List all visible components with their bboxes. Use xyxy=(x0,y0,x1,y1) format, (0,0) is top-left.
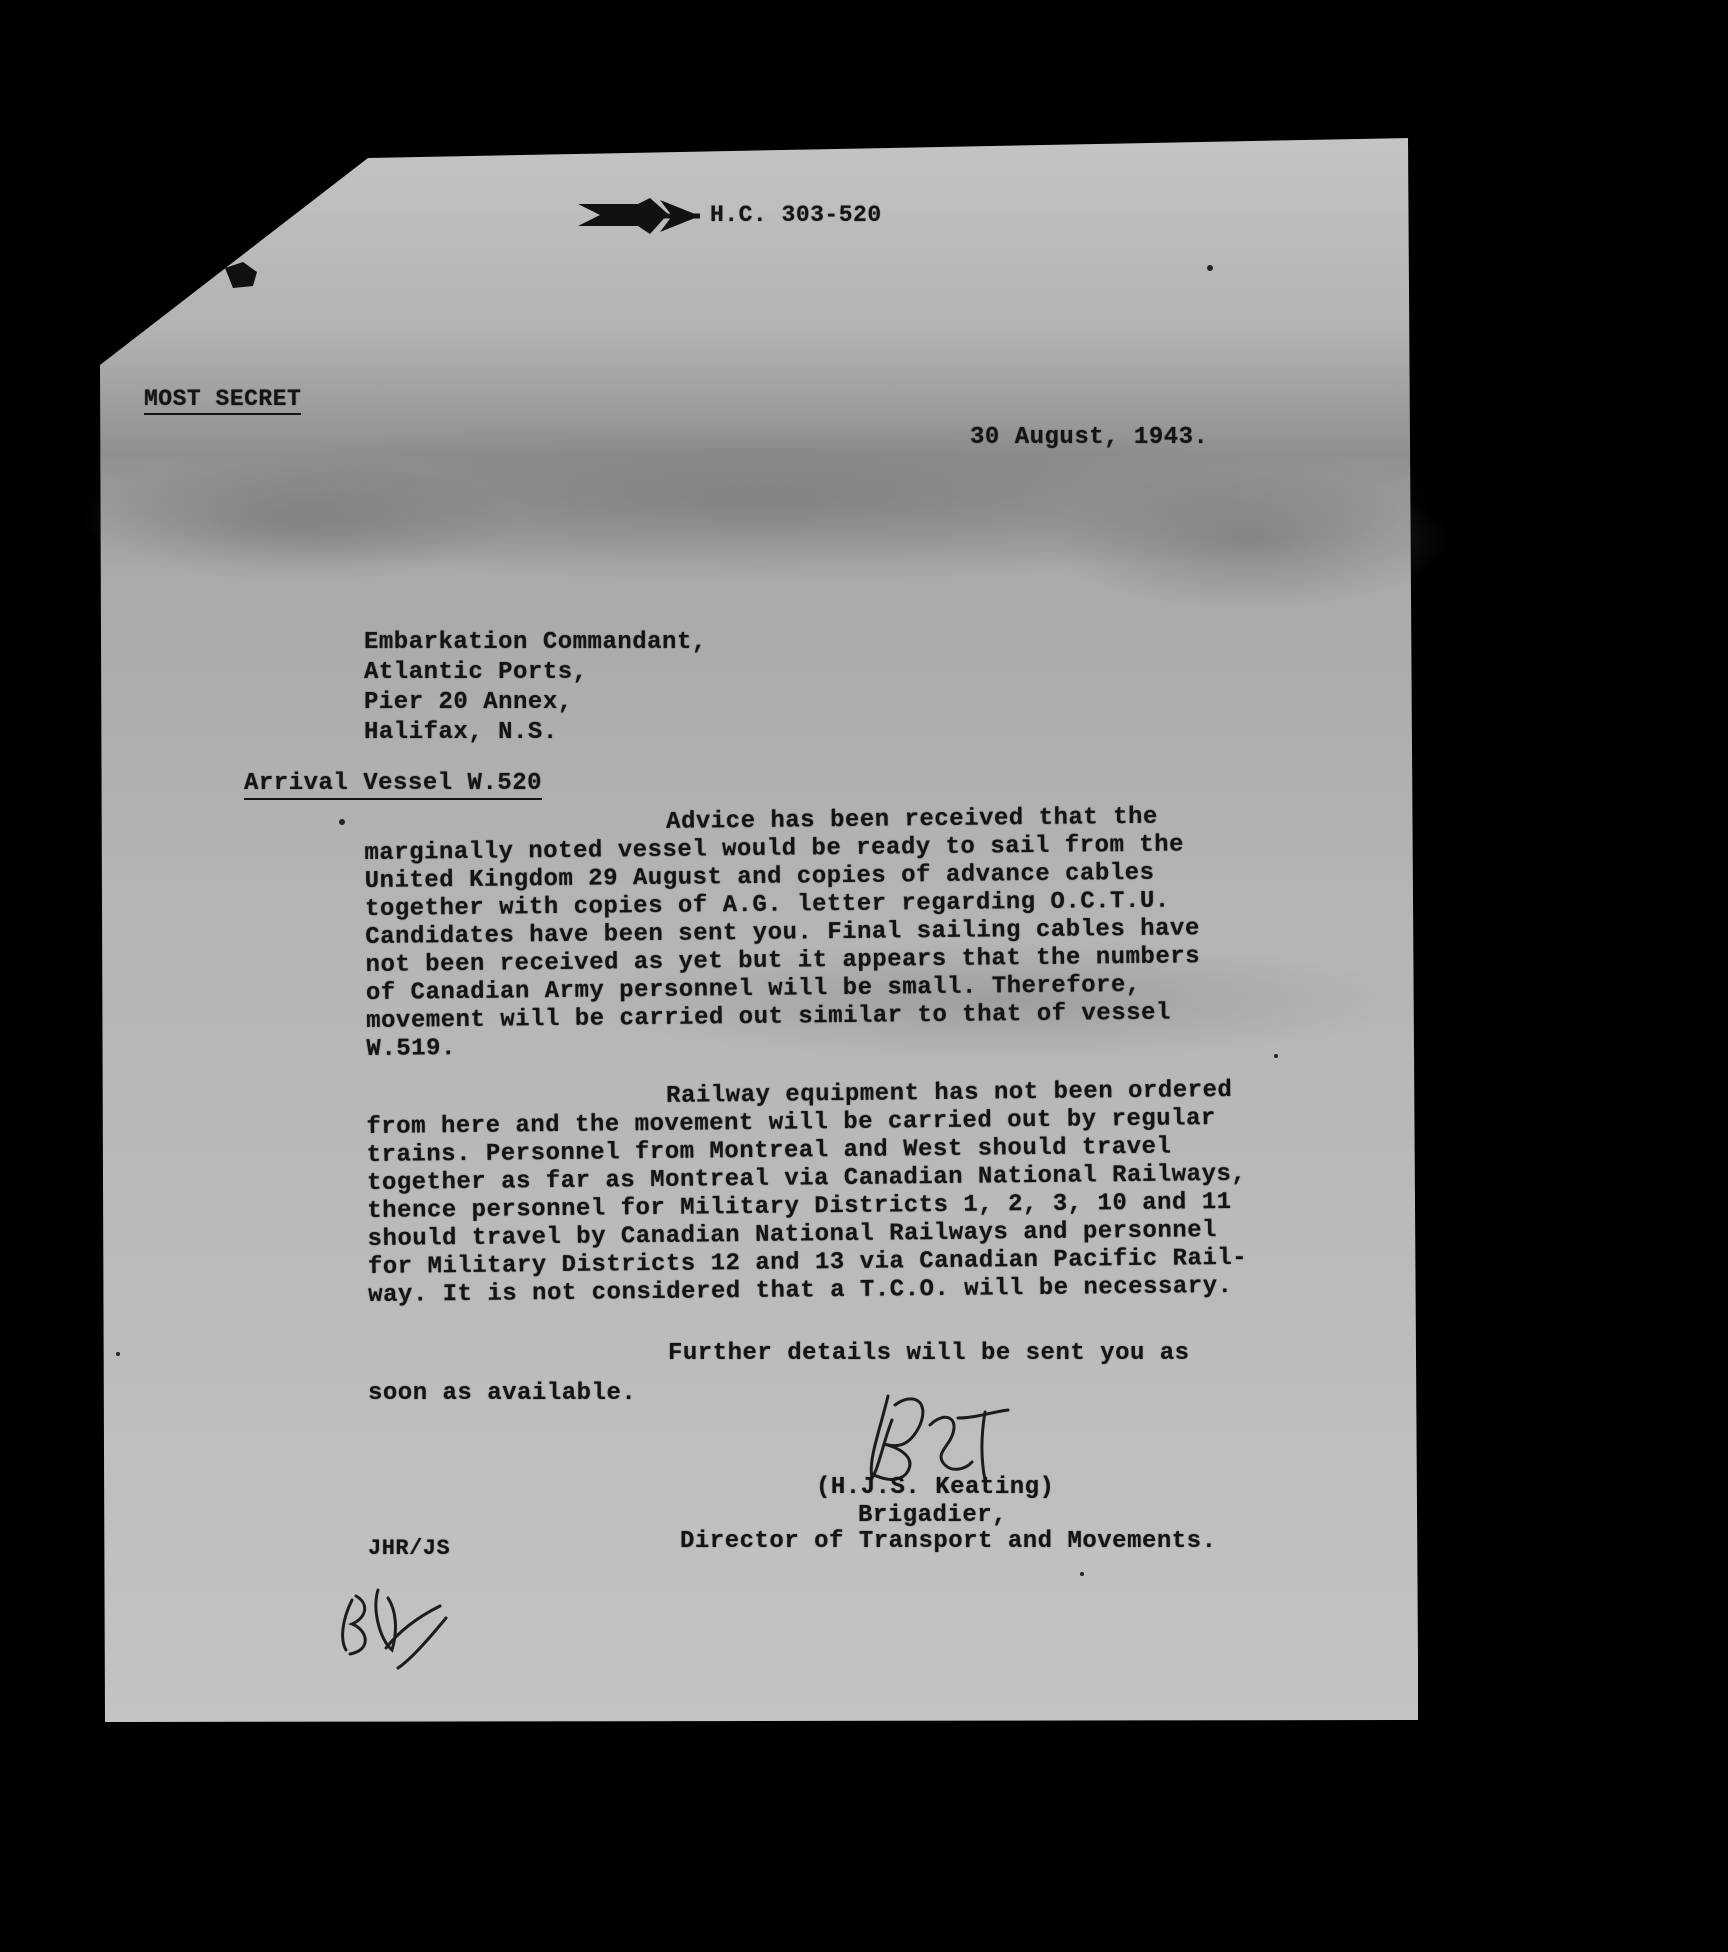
addressee-line: Halifax, N.S. xyxy=(364,719,558,746)
paper-speck xyxy=(1080,1572,1084,1576)
paragraph-line: for Military Districts 12 and 13 via Canadian Pacific Rail- xyxy=(367,1244,1248,1281)
paper-stain xyxy=(80,460,520,580)
paragraph-line: soon as available. xyxy=(368,1380,637,1407)
paragraph-1 xyxy=(364,803,1201,1064)
signatory-title: Director of Transport and Movements. xyxy=(680,1528,1217,1555)
signatory-rank: Brigadier, xyxy=(858,1502,1008,1529)
paragraph-line: movement will be carried out similar to that of vessel xyxy=(366,999,1172,1035)
classification-heading: MOST SECRET xyxy=(144,386,301,415)
paragraph-3 xyxy=(368,1334,1190,1414)
paragraph-line: together with copies of A.G. letter regarding O.C.T.U. xyxy=(364,887,1170,923)
signatory-name: (H.J.S. Keating) xyxy=(816,1474,1055,1501)
paragraph-2 xyxy=(366,1077,1248,1310)
paragraph-line: way. It is not considered that a T.C.O. will be necessary. xyxy=(368,1272,1233,1309)
paper-stain xyxy=(1050,470,1450,610)
paragraph-line: Candidates have been sent you. Final sailing cables have xyxy=(365,915,1200,951)
paragraph-line: together as far as Montreal via Canadian National Railways, xyxy=(366,1160,1247,1197)
paragraph-line: not been received as yet but it appears that the numbers xyxy=(365,943,1201,979)
paragraph-line: Advice has been received that the xyxy=(665,803,1159,836)
paragraph-line: of Canadian Army personnel will be small. Therefore, xyxy=(365,971,1141,1007)
paper-speck xyxy=(116,1352,120,1356)
addressee-line: Pier 20 Annex, xyxy=(364,689,573,716)
subject-line: Arrival Vessel W.520 xyxy=(244,770,542,800)
paragraph-line: W.519. xyxy=(366,1035,457,1063)
reference-initials: JHR/JS xyxy=(368,1536,451,1561)
paragraph-line: United Kingdom 29 August and copies of advance cables xyxy=(364,859,1155,895)
paragraph-line: Railway equipment has not been ordered xyxy=(665,1076,1233,1110)
paragraph-line: from here and the movement will be carried out by regular xyxy=(366,1105,1216,1141)
paragraph-line: thence personnel for Military Districts 1, 2, 3, 10 and 11 xyxy=(367,1188,1232,1225)
file-reference: H.C. 303-520 xyxy=(710,202,882,228)
addressee-line: Embarkation Commandant, xyxy=(364,629,707,656)
paper-speck xyxy=(339,819,345,825)
paper-speck xyxy=(1274,1054,1278,1058)
addressee-block xyxy=(364,628,707,748)
paragraph-line: trains. Personnel from Montreal and West should travel xyxy=(366,1133,1172,1169)
paper-speck xyxy=(1207,265,1213,271)
paragraph-line: should travel by Canadian National Railways and personnel xyxy=(367,1217,1218,1253)
letter-date: 30 August, 1943. xyxy=(970,424,1209,451)
paragraph-line: marginally noted vessel would be ready to sail from the xyxy=(364,831,1185,867)
paragraph-line: Further details will be sent you as xyxy=(668,1340,1190,1367)
addressee-line: Atlantic Ports, xyxy=(364,659,588,686)
